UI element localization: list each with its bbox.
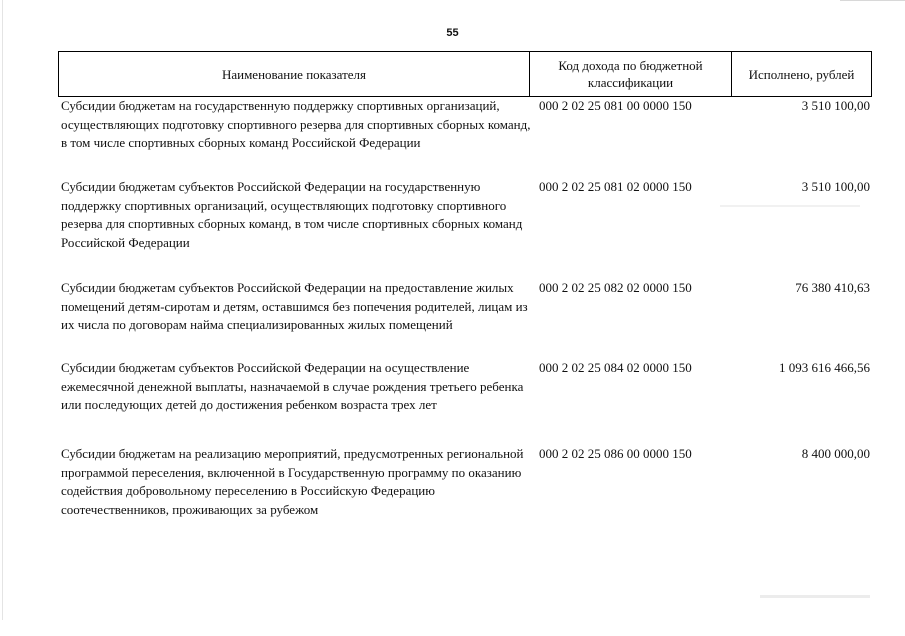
scan-edge-line [2, 0, 3, 620]
row-indicator-name: Субсидии бюджетам субъектов Российской Федерации на осуществление ежемесячной денежной выплаты, назначаемой в случае рождения третьего ребенка или последующих детей до достижения ребенком возраста трех лет [61, 360, 524, 413]
row-indicator-name: Субсидии бюджетам субъектов Российской Федерации на государственную поддержку спортивных организаций, осуществляющих подготовку спортивного резерва для спортивных сборных команд, в том числе спортивных сборных команд Российской Федерации [61, 179, 523, 250]
scan-edge-line [840, 0, 905, 1]
table-row [61, 279, 873, 359]
row-executed-amount: 8 400 000,00 [801, 446, 870, 461]
table-header [58, 51, 872, 97]
table-row [61, 97, 873, 178]
row-executed-amount: 1 093 616 466,56 [779, 360, 870, 375]
row-income-code: 000 2 02 25 084 02 0000 150 [539, 360, 692, 375]
header-income-code: Код дохода по бюджетной классификации [530, 52, 732, 96]
scan-smudge [760, 595, 870, 598]
table-row [61, 359, 873, 445]
row-income-code: 000 2 02 25 086 00 0000 150 [539, 446, 692, 461]
row-executed-amount: 3 510 100,00 [801, 98, 870, 113]
page-number: 55 [446, 27, 459, 39]
table-body [61, 97, 873, 545]
row-executed-amount: 76 380 410,63 [795, 280, 870, 295]
row-indicator-name: Субсидии бюджетам субъектов Российской Федерации на предоставление жилых помещений детям-сиротам и детям, оставшимся без попечения родителей, лицам из их числа по договорам найма специализированных жилых помещений [61, 280, 528, 333]
row-income-code: 000 2 02 25 081 02 0000 150 [539, 179, 692, 194]
table-row [61, 178, 873, 279]
row-indicator-name: Субсидии бюджетам на реализацию мероприятий, предусмотренных региональной программой переселения, включенной в Государственную программу по оказанию содействия добровольному переселению в Российскую Федерацию соотечественников, проживающих за рубежом [61, 446, 524, 517]
row-income-code: 000 2 02 25 082 02 0000 150 [539, 280, 692, 295]
scan-smudge [720, 205, 860, 207]
row-indicator-name: Субсидии бюджетам на государственную поддержку спортивных организаций, осуществляющих подготовку спортивного резерва для спортивных сборных команд, в том числе спортивных сборных команд Российской Федерации [61, 98, 531, 151]
header-executed-amount: Исполнено, рублей [748, 66, 855, 82]
row-executed-amount: 3 510 100,00 [801, 179, 870, 194]
header-indicator-name: Наименование показателя [59, 52, 530, 96]
table-row [61, 445, 873, 545]
row-income-code: 000 2 02 25 081 00 0000 150 [539, 98, 692, 113]
